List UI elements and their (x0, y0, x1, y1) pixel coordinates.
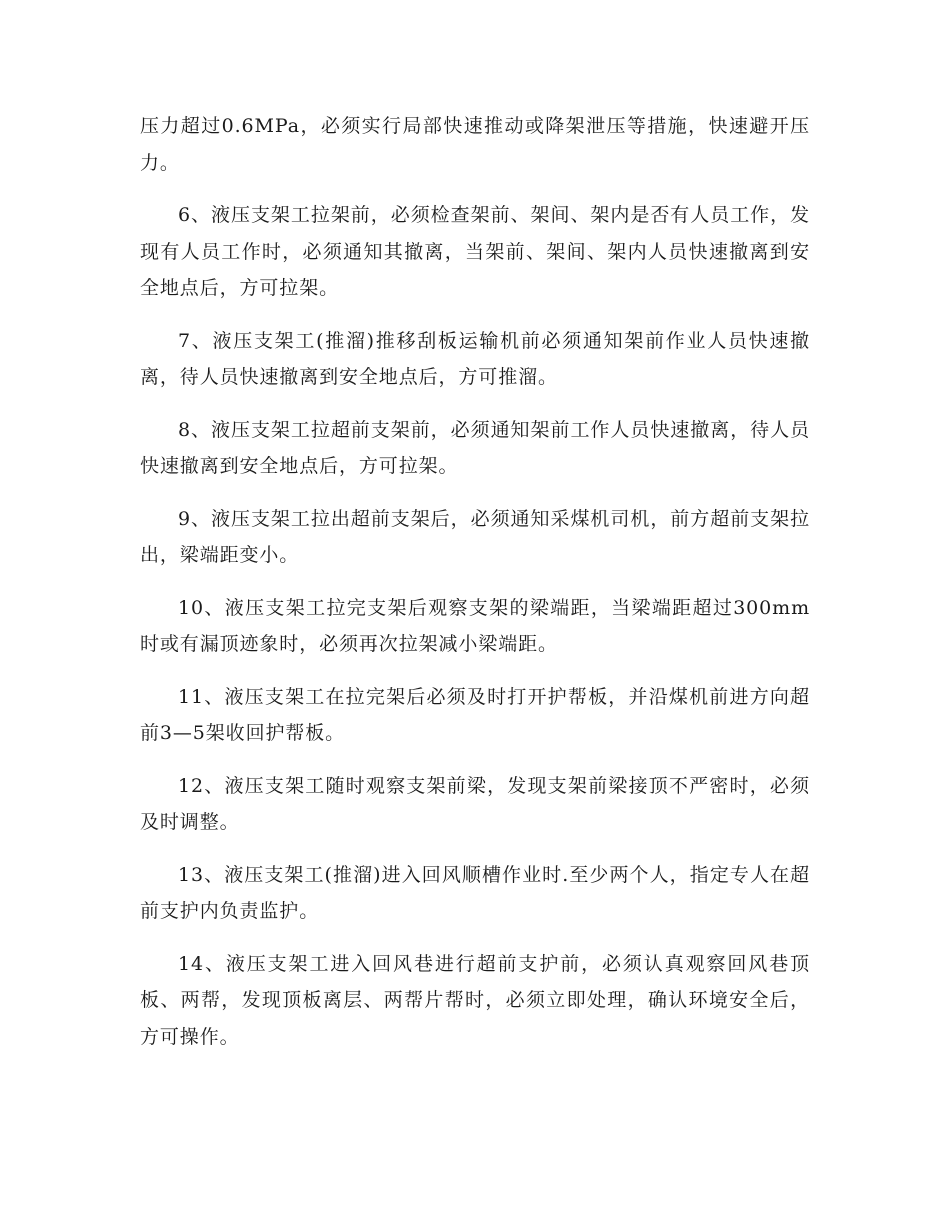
paragraph-item-9: 9、液压支架工拉出超前支架后，必须通知采煤机司机，前方超前支架拉出，梁端距变小。 (140, 507, 810, 566)
paragraph-item-10: 10、液压支架工拉完支架后观察支架的梁端距，当梁端距超过300mm时或有漏顶迹象时，必须再次拉架减小梁端距。 (140, 596, 810, 655)
paragraph-item-13: 13、液压支架工(推溜)进入回风顺槽作业时.至少两个人，指定专人在超前支护内负责监护。 (140, 863, 810, 922)
paragraph-continuation: 压力超过0.6MPa，必须实行局部快速推动或降架泄压等措施，快速避开压力。 (140, 115, 810, 174)
paragraph-item-12: 12、液压支架工随时观察支架前梁，发现支架前梁接顶不严密时，必须及时调整。 (140, 774, 810, 833)
paragraph-item-14: 14、液压支架工进入回风巷进行超前支护前，必须认真观察回风巷顶板、两帮，发现顶板离层、两帮片帮时，必须立即处理，确认环境安全后，方可操作。 (140, 952, 810, 1048)
paragraph-item-7: 7、液压支架工(推溜)推移刮板运输机前必须通知架前作业人员快速撤离，待人员快速撤离到安全地点后，方可推溜。 (140, 329, 810, 388)
document-body (140, 108, 810, 1071)
paragraph-item-8: 8、液压支架工拉超前支架前，必须通知架前工作人员快速撤离，待人员快速撤离到安全地点后，方可拉架。 (140, 418, 810, 477)
paragraph-item-11: 11、液压支架工在拉完架后必须及时打开护帮板，并沿煤机前进方向超前3—5架收回护帮板。 (140, 685, 810, 744)
paragraph-item-6: 6、液压支架工拉架前，必须检查架前、架间、架内是否有人员工作，发现有人员工作时，必须通知其撤离，当架前、架间、架内人员快速撤离到安全地点后，方可拉架。 (140, 204, 810, 299)
